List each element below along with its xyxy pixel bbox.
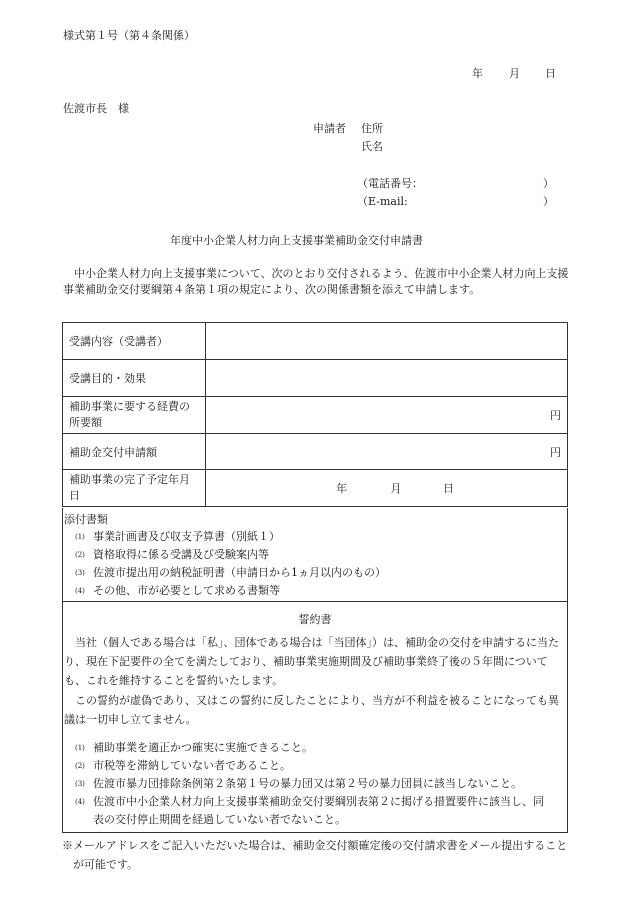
email-close: ） xyxy=(543,195,554,208)
item-text: 事業計画書及び収支予算書（別紙１） xyxy=(93,530,280,543)
phone-close: ） xyxy=(543,177,554,190)
attachments-box xyxy=(62,508,568,602)
item-number: (3) xyxy=(75,569,85,577)
list-item xyxy=(63,564,567,582)
item-number: (4) xyxy=(75,587,85,595)
row-value xyxy=(206,470,568,507)
attachments-list xyxy=(63,528,567,600)
row-label: 受講目的・効果 xyxy=(63,360,206,397)
pledge-box xyxy=(62,602,568,833)
pledge-paragraph-2: この誓約が虚偽であり、又はこの誓約に反したことにより、当方が不利益を被ることになっても異議は一切申し立てません。 xyxy=(64,694,559,726)
item-number: (4) xyxy=(75,798,85,806)
row-label: 受講内容（受講者） xyxy=(63,323,206,360)
item-text: 市税等を滞納していない者であること。 xyxy=(93,759,291,772)
list-item xyxy=(63,582,567,600)
yen-unit: 円 xyxy=(550,445,561,459)
item-text: 補助事業を適正かつ確実に実施できること。 xyxy=(93,741,313,754)
addressee: 佐渡市長 様 xyxy=(63,102,129,115)
row-value xyxy=(206,323,568,360)
attachments-heading: 添付書類 xyxy=(64,513,108,526)
item-number: (3) xyxy=(75,780,85,788)
address-label: 住所 xyxy=(361,122,383,135)
item-text: 佐渡市提出用の納税証明書（申請日から1ヵ月以内のもの） xyxy=(93,566,386,579)
form-id: 様式第１号（第４条関係） xyxy=(63,29,195,42)
intro-paragraph: 中小企業人材力向上支援事業について、次のとおり交付されるよう、佐渡市中小企業人材力向上支援事業補助金交付要綱第４条第１項の規定により、次の関係書類を添えて申請します。 xyxy=(63,267,569,296)
item-number: (2) xyxy=(75,762,85,770)
date-year-label: 年 xyxy=(472,67,483,80)
phone-label: （電話番号： xyxy=(357,177,423,190)
list-item xyxy=(63,739,553,757)
table-row xyxy=(63,470,568,507)
item-text: 佐渡市中小企業人材力向上支援事業補助金交付要綱別表第２に掲げる措置要件に該当し、同表の交付停止期間を経過していない者でないこと。 xyxy=(93,795,544,826)
application-table xyxy=(62,322,568,507)
list-item xyxy=(63,793,553,829)
table-row xyxy=(63,323,568,360)
item-number: (1) xyxy=(75,744,85,752)
list-item xyxy=(63,775,553,793)
completion-year-label: 年 xyxy=(336,482,347,495)
date-day-label: 日 xyxy=(545,67,556,80)
row-label: 補助事業に要する経費の所要額 xyxy=(63,397,206,434)
footnote: ※メールアドレスをご記入いただいた場合は、補助金交付額確定後の交付請求書をメール提出することが可能です。 xyxy=(62,839,568,871)
email-label: （E-mail: xyxy=(357,195,408,208)
list-item xyxy=(63,757,553,775)
date-month-label: 月 xyxy=(509,67,520,80)
name-label: 氏名 xyxy=(361,140,383,153)
pledge-title: 誓約書 xyxy=(298,613,332,626)
row-value xyxy=(206,434,568,470)
row-label: 補助金交付申請額 xyxy=(63,434,206,470)
table-row xyxy=(63,360,568,397)
completion-day-label: 日 xyxy=(443,482,454,495)
table-row xyxy=(63,397,568,434)
table-row xyxy=(63,434,568,470)
document-title: 年度中小企業人材力向上支援事業補助金交付申請書 xyxy=(170,234,423,247)
item-number: (2) xyxy=(75,551,85,559)
pledge-paragraph-1: 当社（個人である場合は「私」、団体である場合は「当団体」）は、補助金の交付を申請するに当たり、現在下記要件の全てを満たしており、補助事業実施期間及び補助事業終了後の５年間についても、これを維持することを誓約いたします。 xyxy=(64,636,559,687)
row-value xyxy=(206,397,568,434)
item-text: 佐渡市暴力団排除条例第２条第１号の暴力団又は第２号の暴力団員に該当しないこと。 xyxy=(93,777,522,790)
row-value xyxy=(206,360,568,397)
pledge-list xyxy=(63,739,553,829)
item-text: その他、市が必要として求める書類等 xyxy=(93,584,280,597)
item-number: (1) xyxy=(75,533,85,541)
list-item xyxy=(63,546,567,564)
completion-month-label: 月 xyxy=(390,482,402,495)
item-text: 資格取得に係る受講及び受験案内等 xyxy=(93,548,269,561)
row-label: 補助事業の完了予定年月日 xyxy=(63,470,206,507)
applicant-label: 申請者 xyxy=(313,122,346,135)
yen-unit: 円 xyxy=(550,409,561,422)
list-item xyxy=(63,528,567,546)
